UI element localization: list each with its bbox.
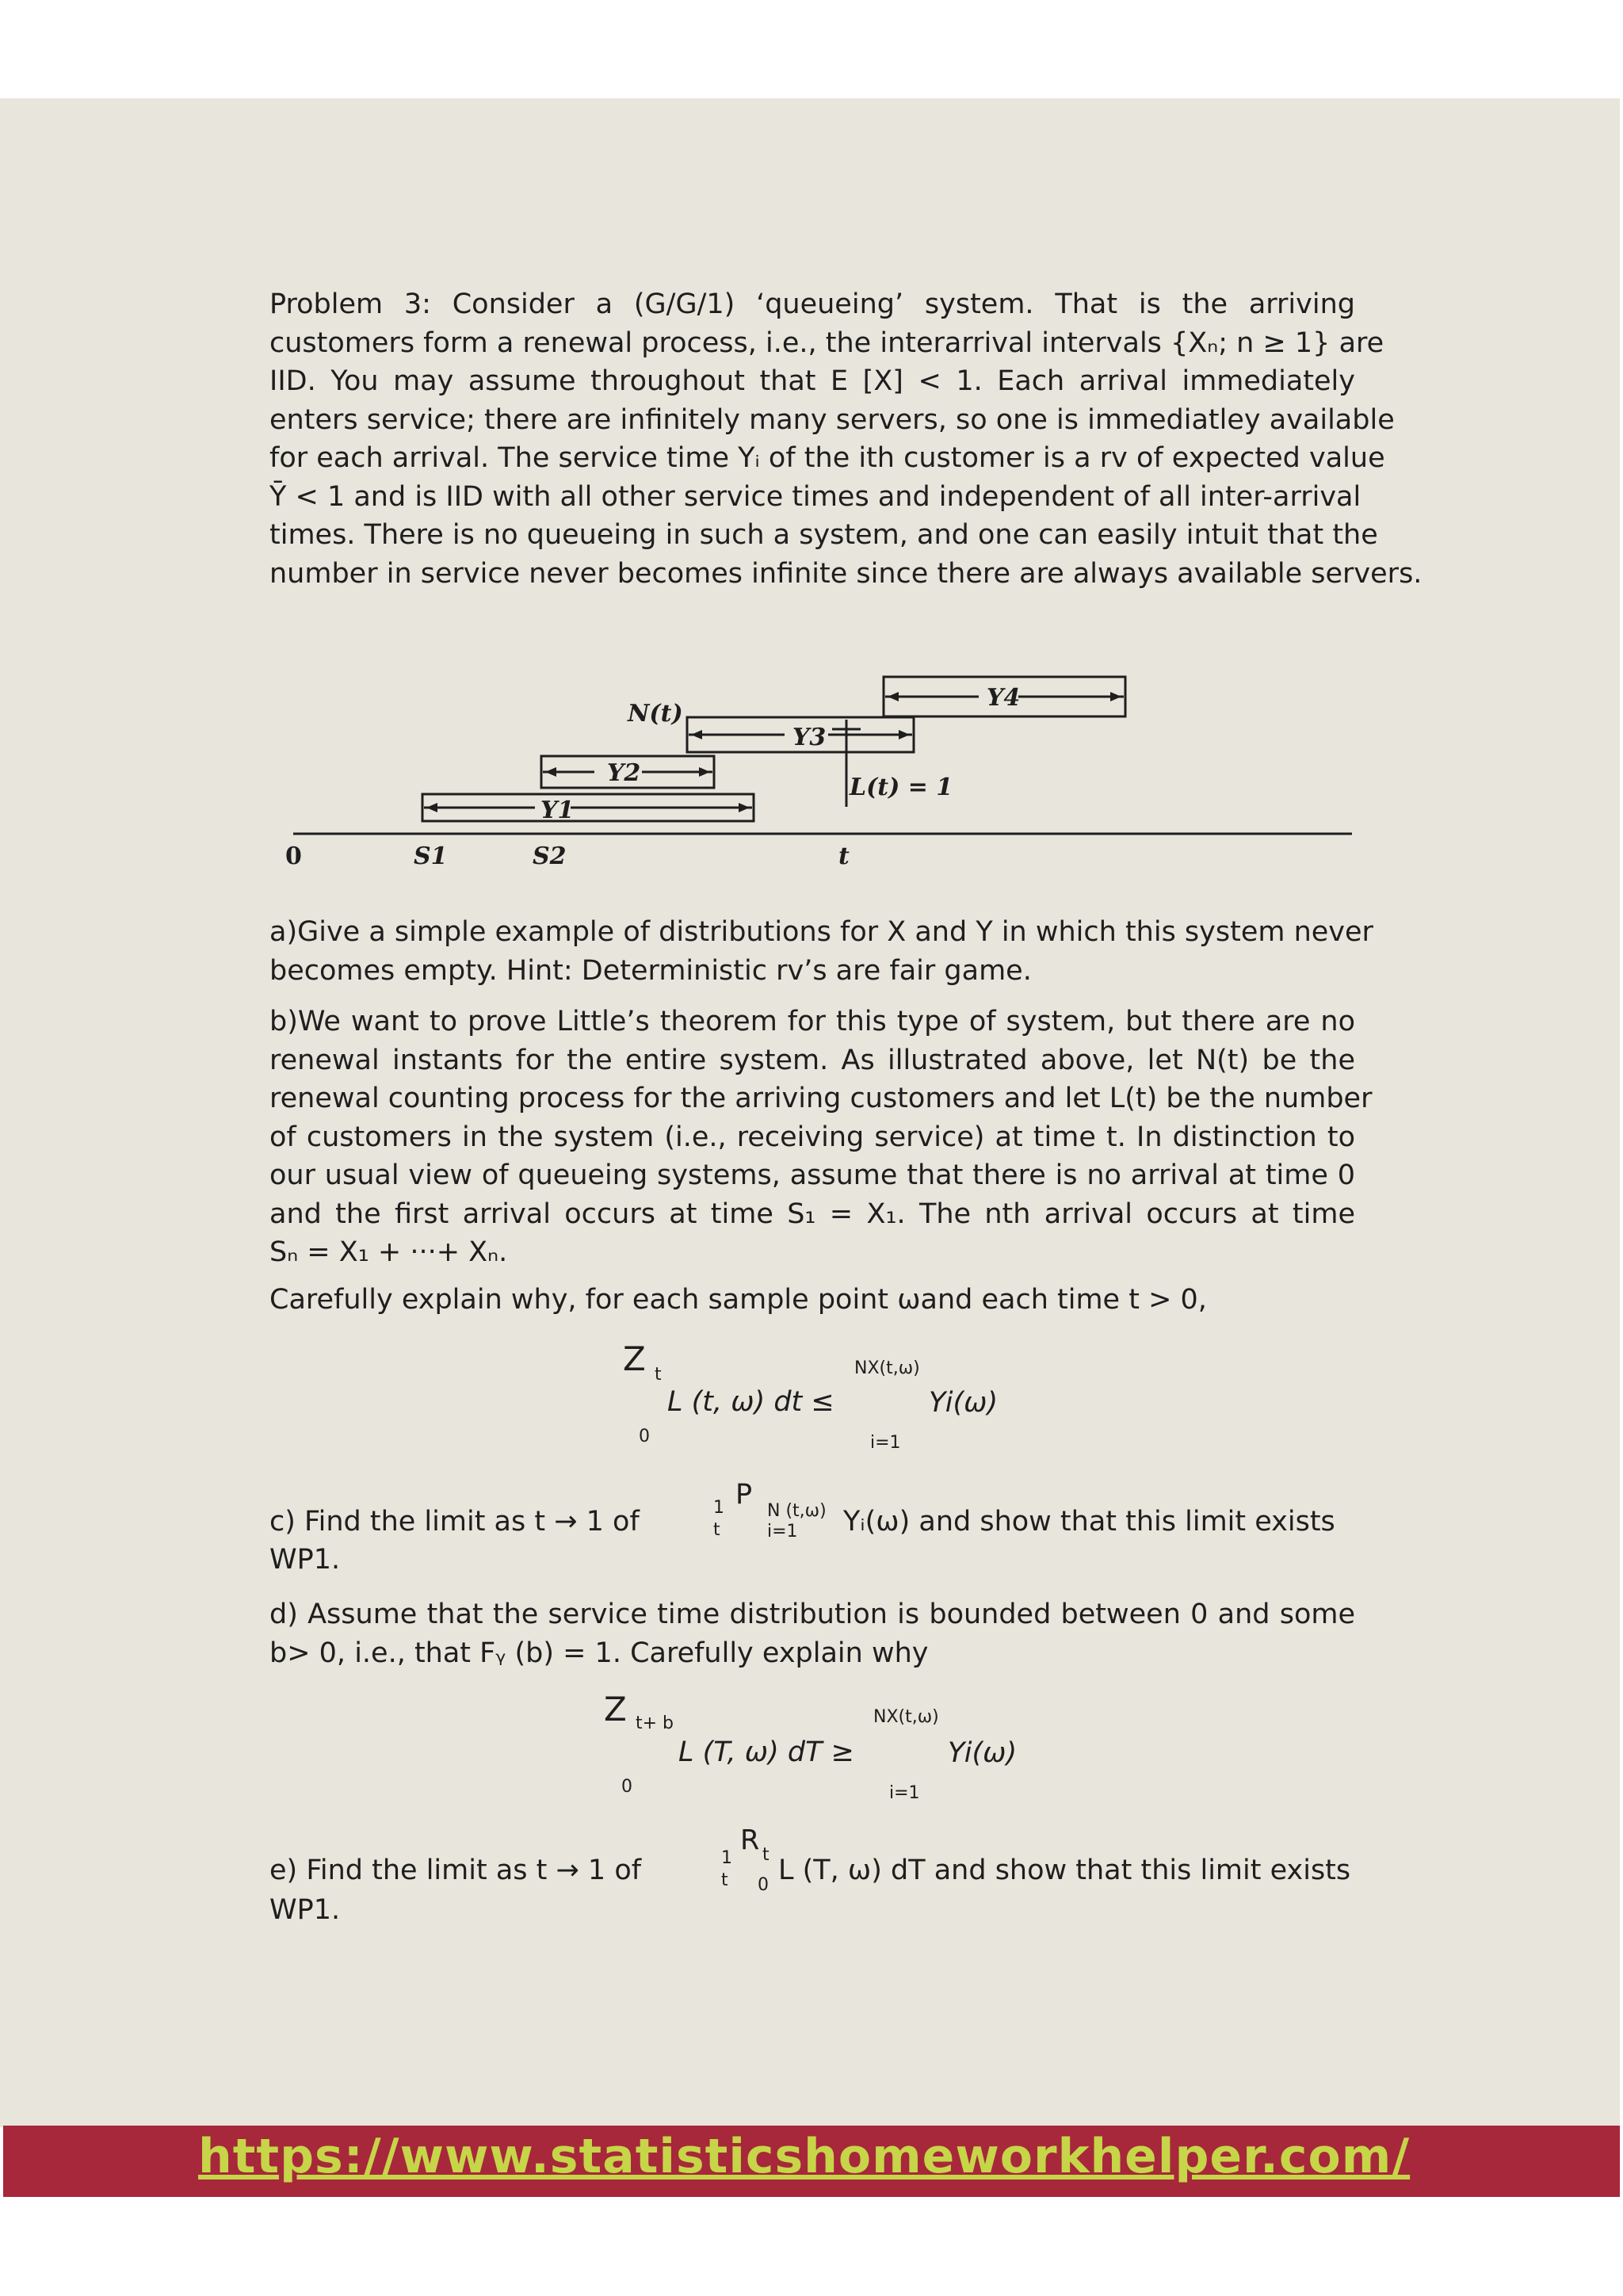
part-d-line-2: b> 0, i.e., that Fᵧ (b) = 1. Carefully explain why bbox=[269, 1637, 929, 1669]
part-e-integral-symbol: R bbox=[740, 1824, 760, 1856]
part-b-line-3: renewal counting process for the arriving customers and let L(t) be the number bbox=[269, 1083, 1373, 1114]
l-of-t-label: L(t) = 1 bbox=[850, 774, 953, 801]
y3-label: Y3 bbox=[792, 724, 827, 751]
part-c-lead: c) Find the limit as t → 1 of bbox=[269, 1506, 640, 1538]
part-e-integral-lower: 0 bbox=[758, 1875, 769, 1895]
part-c-sum-lower: i=1 bbox=[767, 1522, 798, 1541]
part-e-frac-num: 1 bbox=[721, 1848, 732, 1868]
part-e-lead: e) Find the limit as t → 1 of bbox=[269, 1855, 642, 1886]
y4-label: Y4 bbox=[987, 684, 1021, 712]
part-a bbox=[269, 913, 1373, 990]
part-b-carefully: Carefully explain why, for each sample point ωand each time t > 0, bbox=[269, 1284, 1207, 1316]
eq2-sum-lower: i=1 bbox=[889, 1783, 920, 1803]
s1-label: S1 bbox=[414, 842, 448, 870]
part-c-tail: Yᵢ(ω) and show that this limit exists bbox=[843, 1506, 1335, 1538]
problem-line-2: customers form a renewal process, i.e., the interarrival intervals {Xₙ; n ≥ 1} are bbox=[269, 327, 1384, 359]
y2-label: Y2 bbox=[607, 759, 641, 787]
eq2-sum-upper: NX(t,ω) bbox=[873, 1707, 939, 1727]
eq1-summand: Yi(ω) bbox=[929, 1387, 999, 1419]
eq1-sum-upper: NX(t,ω) bbox=[854, 1358, 920, 1378]
y3-arrowhead-left bbox=[691, 730, 702, 739]
eq2-lower-limit: 0 bbox=[621, 1777, 632, 1797]
eq1-upper-limit: t bbox=[655, 1365, 662, 1385]
y1-arrowhead-left bbox=[426, 803, 437, 812]
eq1-lower-limit: 0 bbox=[639, 1427, 650, 1446]
problem-line-6: Ȳ < 1 and is IID with all other service times and independent of all inter-arrival bbox=[269, 480, 1361, 513]
y2-arrowhead-left bbox=[545, 767, 556, 777]
eq1-sum-lower: i=1 bbox=[870, 1433, 901, 1453]
part-c-sum-upper: N (t,ω) bbox=[767, 1501, 827, 1521]
part-b-line-4: of customers in the system (i.e., receiving service) at time t. In distinction to bbox=[269, 1121, 1355, 1153]
t-label: t bbox=[838, 842, 850, 870]
y1-arrowhead-right bbox=[739, 803, 750, 812]
s2-label: S2 bbox=[533, 842, 567, 870]
eq2-integral-sign: Z bbox=[604, 1690, 627, 1729]
eq2-summand: Yi(ω) bbox=[948, 1737, 1018, 1769]
footer-website-link[interactable]: https://www.statisticshomeworkhelper.com/ bbox=[198, 2129, 1411, 2184]
n-of-t-label: N(t) bbox=[628, 700, 683, 728]
problem-line-1: Problem 3: Consider a (G/G/1) ‘queueing’ system. That is the arriving bbox=[269, 288, 1355, 320]
part-b-line-5: our usual view of queueing systems, assume that there is no arrival at time 0 bbox=[269, 1159, 1355, 1191]
part-e-end: WP1. bbox=[269, 1894, 341, 1926]
part-b bbox=[269, 1003, 1373, 1272]
problem-statement bbox=[269, 285, 1423, 593]
part-c-end: WP1. bbox=[269, 1544, 341, 1576]
y4-arrowhead-left bbox=[888, 692, 899, 701]
part-c-sum-symbol: P bbox=[735, 1479, 753, 1511]
part-d bbox=[269, 1595, 1355, 1672]
part-c-frac-den: t bbox=[713, 1520, 720, 1540]
part-b-line-7: Sₙ = X₁ + ···+ Xₙ. bbox=[269, 1236, 508, 1268]
eq2-upper-limit: t+ b bbox=[636, 1713, 674, 1733]
eq1-integral-sign: Z bbox=[623, 1339, 646, 1378]
problem-line-3: IID. You may assume throughout that E [X] < 1. Each arrival immediately bbox=[269, 365, 1355, 397]
part-c-frac-num: 1 bbox=[713, 1498, 724, 1518]
problem-line-4: enters service; there are infinitely many servers, so one is immediatley available bbox=[269, 403, 1395, 436]
part-d-line-1: d) Assume that the service time distribution is bounded between 0 and some bbox=[269, 1599, 1355, 1630]
part-e-tail: L (T, ω) dT and show that this limit exists bbox=[778, 1855, 1351, 1886]
problem-line-7: times. There is no queueing in such a system, and one can easily intuit that the bbox=[269, 519, 1378, 551]
problem-line-5: for each arrival. The service time Yᵢ of the ith customer is a rv of expected value bbox=[269, 442, 1385, 474]
part-b-line-6: and the first arrival occurs at time S₁ = X₁. The nth arrival occurs at time bbox=[269, 1198, 1355, 1230]
eq1-integrand: L (t, ω) dt ≤ bbox=[667, 1386, 834, 1418]
part-e-frac-den: t bbox=[721, 1870, 728, 1890]
part-e-integral-upper: t bbox=[762, 1845, 769, 1865]
part-a-line-2: becomes empty. Hint: Deterministic rv’s are fair game. bbox=[269, 954, 1032, 987]
problem-line-8: number in service never becomes infinite since there are always available servers. bbox=[269, 557, 1423, 590]
origin-label: 0 bbox=[285, 842, 302, 870]
y4-arrowhead-right bbox=[1110, 692, 1121, 701]
part-b-line-2: renewal instants for the entire system. As illustrated above, let N(t) be the bbox=[269, 1044, 1355, 1076]
part-b-line-1: b)We want to prove Little’s theorem for this type of system, but there are no bbox=[269, 1006, 1355, 1037]
y1-label: Y1 bbox=[540, 797, 575, 824]
y3-arrowhead-right bbox=[899, 730, 910, 739]
arrival-service-figure bbox=[277, 666, 1355, 872]
eq2-integrand: L (T, ω) dT ≥ bbox=[678, 1736, 854, 1768]
y2-arrowhead-right bbox=[699, 767, 710, 777]
part-a-line-1: a)Give a simple example of distributions for X and Y in which this system never bbox=[269, 916, 1373, 948]
